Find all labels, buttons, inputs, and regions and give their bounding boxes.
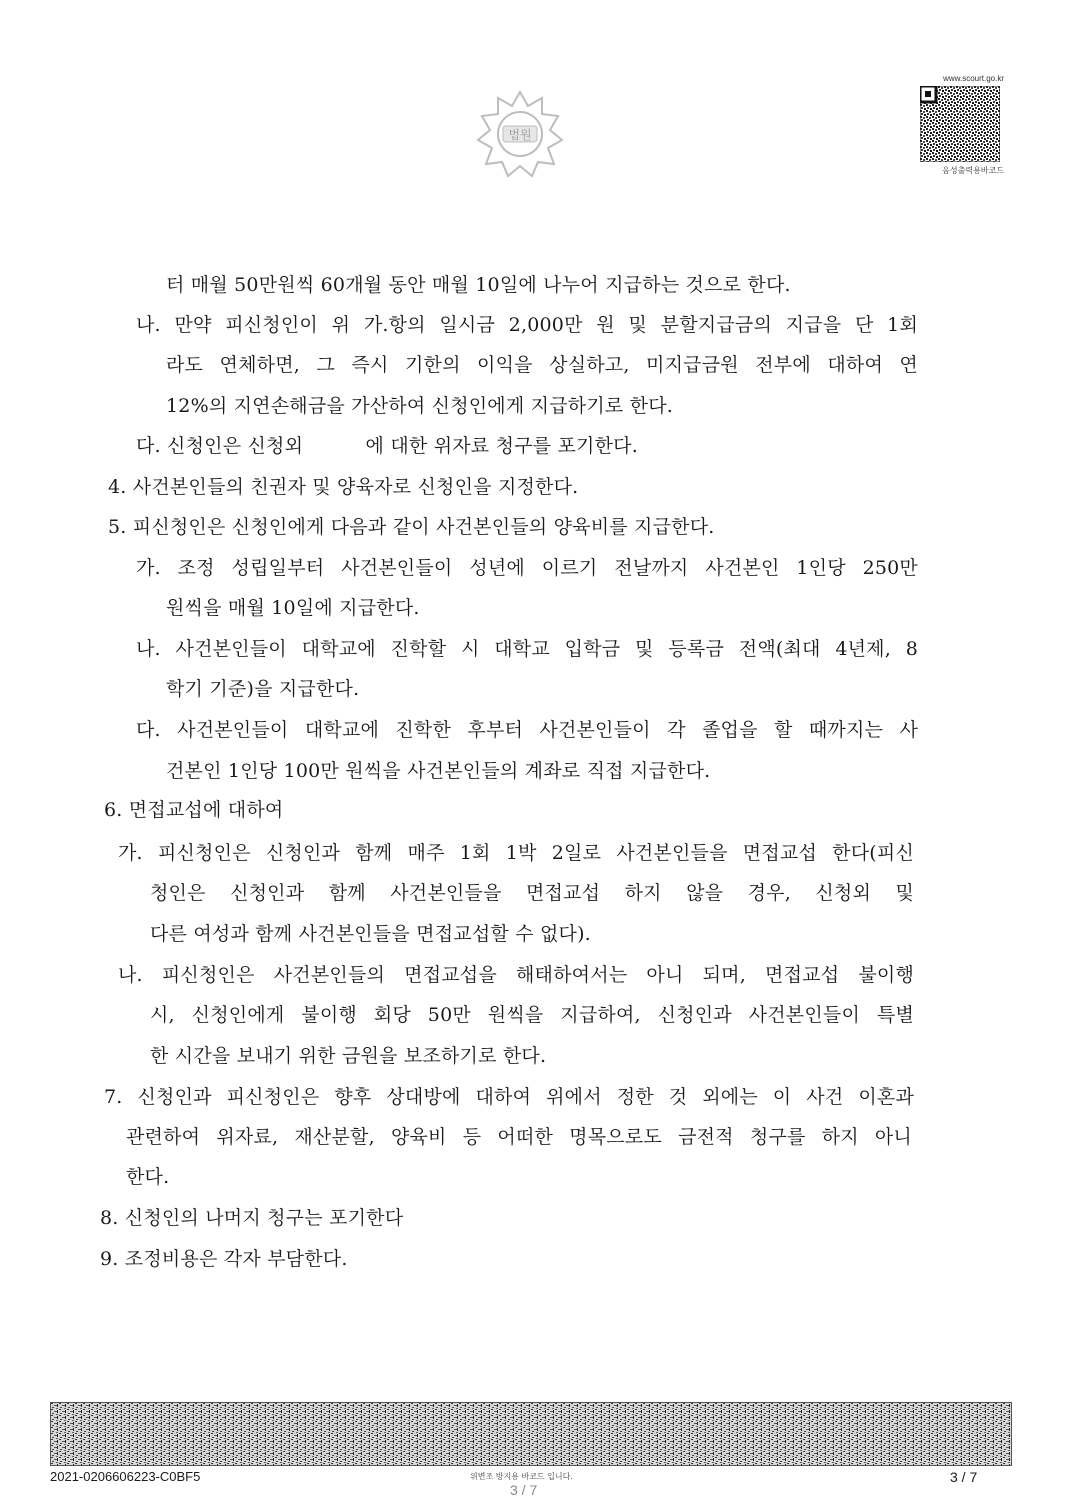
text-line: 한다. (126, 1166, 170, 1188)
text-line: 나. 피신청인은 사건본인들의 면접교섭을 해태하여서는 아니 되며, 면접교섭 불이행 (118, 964, 914, 986)
text-line: 학기 기준)을 지급한다. (166, 678, 360, 700)
text-line: 4. 사건본인들의 친권자 및 양육자로 신청인을 지정한다. (108, 476, 579, 498)
text-line: 관련하여 위자료, 재산분할, 양육비 등 어떠한 명목으로도 금전적 청구를 하지 아니 (126, 1126, 912, 1148)
court-seal-icon (470, 82, 570, 182)
text-line: 9. 조정비용은 각자 부담한다. (100, 1248, 348, 1270)
barcode-caption: 음성출력용바코드 (942, 166, 1004, 175)
text-line: 나. 만약 피신청인이 위 가.항의 일시금 2,000만 원 및 분할지급금의 지급을 단 1회 (136, 314, 918, 336)
seal-text: 법원 (508, 128, 532, 142)
text-line: 6. 면접교섭에 대하여 (104, 799, 284, 821)
text-line: 건본인 1인당 100만 원씩을 사건본인들의 계좌로 직접 지급한다. (166, 760, 711, 782)
text-line: 가. 피신청인은 신청인과 함께 매주 1회 1박 2일로 사건본인들을 면접교섭 한다(피신 (118, 842, 914, 864)
text-line: 다. 신청인은 신청외 에 대한 위자료 청구를 포기한다. (136, 435, 638, 457)
text-line: 라도 연체하면, 그 즉시 기한의 이익을 상실하고, 미지급금원 전부에 대하여 연 (166, 354, 918, 376)
text-line: 청인은 신청인과 함께 사건본인들을 면접교섭 하지 않을 경우, 신청외 및 (150, 882, 914, 904)
watermark-page-number: 3 / 7 (510, 1482, 538, 1498)
text-line: 8. 신청인의 나머지 청구는 포기한다 (100, 1207, 404, 1229)
text-line: 나. 사건본인들이 대학교에 진학할 시 대학교 입학금 및 등록금 전액(최대 4년제, 8 (136, 638, 918, 660)
anti-forgery-barcode-icon (50, 1402, 1012, 1466)
text-line: 가. 조정 성립일부터 사건본인들이 성년에 이르기 전날까지 사건본인 1인당 250만 (136, 557, 918, 579)
text-line: 터 매월 50만원씩 60개월 동안 매월 10일에 나누어 지급하는 것으로 한다. (166, 274, 791, 296)
text-line: 7. 신청인과 피신청인은 향후 상대방에 대하여 위에서 정한 것 외에는 이 사건 이혼과 (104, 1086, 914, 1108)
text-line: 한 시간을 보내기 위한 금원을 보조하기로 한다. (150, 1045, 547, 1067)
text-line: 시, 신청인에게 불이행 회당 50만 원씩을 지급하여, 신청인과 사건본인들이 특별 (150, 1004, 914, 1026)
barcode-url: www.scourt.go.kr (943, 74, 1004, 83)
text-line: 12%의 지연손해금을 가산하여 신청인에게 지급하기로 한다. (166, 395, 674, 417)
document-number: 2021-0206606223-C0BF5 (50, 1469, 201, 1484)
text-line: 5. 피신청인은 신청인에게 다음과 같이 사건본인들의 양육비를 지급한다. (108, 516, 715, 538)
text-line: 다른 여성과 함께 사건본인들을 면접교섭할 수 없다). (150, 923, 591, 945)
text-line: 다. 사건본인들이 대학교에 진학한 후부터 사건본인들이 각 졸업을 할 때까지는 사 (136, 719, 918, 741)
qr-barcode-icon (920, 86, 1000, 162)
barcode-notice: 위변조 방지용 바코드 입니다. (470, 1472, 573, 1481)
page-number: 3 / 7 (950, 1469, 978, 1485)
text-line: 원씩을 매월 10일에 지급한다. (166, 597, 420, 619)
